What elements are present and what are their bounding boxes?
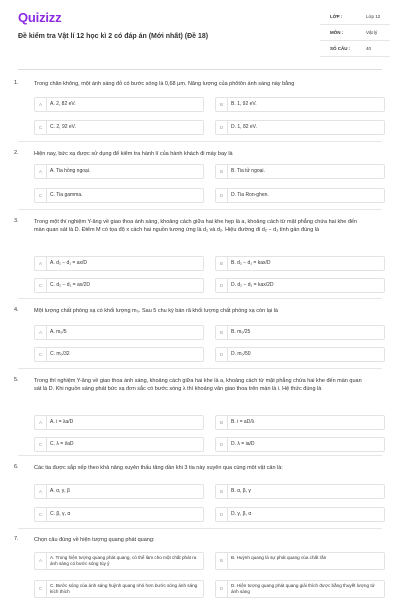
question-text: Chọn câu đúng về hiện tượng quang phát quang:	[34, 537, 155, 543]
option-c[interactable]	[34, 347, 204, 362]
question-divider	[18, 528, 382, 529]
option-b[interactable]	[215, 415, 385, 430]
option-text: A. Tia hồng ngoại.	[50, 168, 91, 174]
option-letter: B	[216, 553, 228, 569]
meta-table	[320, 9, 390, 57]
question-divider	[18, 141, 382, 142]
option-text: A. Trong hiện tượng quang phát quang, có thể làm cho một chất phát ra ánh sáng có bước sóng tùy ý	[50, 555, 197, 566]
question-number: 3.	[14, 218, 19, 224]
option-letter: A	[35, 326, 47, 339]
option-letter: D	[216, 581, 228, 597]
option-letter: D	[216, 121, 228, 134]
option-letter: B	[216, 326, 228, 339]
meta-label: LỚP :	[330, 14, 343, 19]
option-text: C. m₀/32	[50, 351, 70, 357]
option-text: B. i = aD/λ	[231, 419, 255, 425]
option-d[interactable]	[215, 580, 385, 598]
meta-label: SỐ CÂU :	[330, 46, 351, 51]
question-number: 1.	[14, 80, 19, 86]
option-b[interactable]	[215, 256, 385, 271]
option-letter: A	[35, 553, 47, 569]
option-text: B. m₀/25	[231, 329, 251, 335]
option-text: C. Tia gamma.	[50, 192, 83, 198]
option-letter: D	[216, 279, 228, 292]
option-letter: A	[35, 165, 47, 178]
option-a[interactable]	[34, 256, 204, 271]
question-text: Các tia được sắp xếp theo khả năng xuyên thấu tăng dần khi 3 tia này xuyên qua cùng một vật cản là:	[34, 465, 283, 471]
option-letter: D	[216, 438, 228, 451]
option-letter: C	[35, 438, 47, 451]
document-title: Đề kiểm tra Vật lí 12 học kì 2 có đáp án (Mới nhất) (Đề 18)	[18, 33, 209, 40]
option-a[interactable]	[34, 415, 204, 430]
meta-value: Lớp 12	[366, 14, 381, 19]
option-letter: C	[35, 508, 47, 521]
meta-value: Vật lý	[366, 30, 378, 35]
option-letter: D	[216, 348, 228, 361]
option-text: D. λ = ia/D	[231, 441, 255, 447]
option-letter: C	[35, 581, 47, 597]
option-a[interactable]	[34, 552, 204, 570]
question-text: Trong thí nghiệm Y-âng về giao thoa ánh sáng, khoảng cách giữa hai khe là a, khoảng cách từ mặt phẳng chứa hai khe đến màn quan sát là D. Khi nguồn sáng phát bức xạ đơn sắc có bước sóng λ thì khoảng vân giao thoa trên màn là i. Hệ thức đúng là	[34, 378, 362, 392]
option-letter: A	[35, 485, 47, 498]
question-divider	[18, 298, 382, 299]
question-text: Một lượng chất phóng xạ có khối lượng m₀. Sau 5 chu kỳ bán rã khối lượng chất phóng xạ còn lại là	[34, 308, 278, 314]
option-letter: B	[216, 416, 228, 429]
option-c[interactable]	[34, 580, 204, 598]
quizizz-logo[interactable]: Quizizz	[18, 10, 62, 25]
option-d[interactable]	[215, 507, 385, 522]
option-text: C. Bước sóng của ánh sáng huỳnh quang nhỏ hơn bước sóng ánh sáng kích thích	[50, 583, 198, 594]
meta-row-count	[320, 41, 390, 57]
option-b[interactable]	[215, 552, 385, 570]
option-text: A. i = λa/D	[50, 419, 74, 425]
question-text: Trong một thí nghiệm Y-âng về giao thoa ánh sáng, khoảng cách giữa hai khe hẹp là a, khoảng cách từ mặt phẳng chứa hai khe đến màn quan sát là D. Điểm M có tọa độ x cách hai nguồn tương ứng là d₁ và d₂. Hiệu đường đi d₂ − d₁ tính gần đúng là	[34, 219, 358, 233]
question-text: Trong chân không, một ánh sáng đỏ có bước sóng là 0,68 μm. Năng lượng của phôtôn ánh sáng này bằng	[34, 81, 295, 87]
option-b[interactable]	[215, 97, 385, 112]
option-c[interactable]	[34, 437, 204, 452]
option-c[interactable]	[34, 120, 204, 135]
option-text: C. β, γ, α	[50, 511, 71, 517]
option-text: D. γ, β, α	[231, 511, 252, 517]
option-letter: D	[216, 508, 228, 521]
option-letter: B	[216, 485, 228, 498]
option-b[interactable]	[215, 164, 385, 179]
option-d[interactable]	[215, 347, 385, 362]
option-text: A. 2, 82 eV.	[50, 101, 76, 107]
meta-row-class	[320, 9, 390, 25]
option-a[interactable]	[34, 484, 204, 499]
option-d[interactable]	[215, 437, 385, 452]
option-text: D. Hiện tượng quang phát quang giải thích được bằng thuyết lượng tử ánh sáng	[231, 583, 375, 594]
option-letter: A	[35, 98, 47, 111]
option-letter: C	[35, 189, 47, 202]
question-divider	[18, 368, 382, 369]
option-b[interactable]	[215, 325, 385, 340]
option-letter: B	[216, 165, 228, 178]
meta-row-subject	[320, 25, 390, 41]
option-d[interactable]	[215, 278, 385, 293]
option-letter: C	[35, 121, 47, 134]
option-c[interactable]	[34, 188, 204, 203]
question-number: 5.	[14, 377, 19, 383]
question-divider	[18, 455, 382, 456]
option-text: D. 1, 82 eV.	[231, 124, 257, 130]
option-text: C. 2, 92 eV.	[50, 124, 76, 130]
header-divider	[18, 69, 382, 70]
question-number: 4.	[14, 307, 19, 313]
meta-value: 40	[366, 46, 372, 51]
question-divider	[18, 209, 382, 210]
question-number: 6.	[14, 464, 19, 470]
option-a[interactable]	[34, 164, 204, 179]
option-text: B. α, β, γ	[231, 488, 251, 494]
option-text: C. λ = i/aD	[50, 441, 74, 447]
question-number: 7.	[14, 536, 19, 542]
option-text: B. Huỳnh quang là sự phát quang của chất rắn	[231, 555, 327, 560]
option-text: D. m₀/50	[231, 351, 251, 357]
meta-label: MÔN :	[330, 30, 344, 35]
option-letter: C	[35, 348, 47, 361]
option-d[interactable]	[215, 188, 385, 203]
option-d[interactable]	[215, 120, 385, 135]
option-text: A. α, γ, β	[50, 488, 70, 494]
option-letter: D	[216, 189, 228, 202]
option-text: B. d₂ − d₁ = kax/D	[231, 260, 271, 266]
question-number: 2.	[14, 150, 19, 156]
option-text: A. m₀/5	[50, 329, 67, 335]
question-text: Hiện nay, bức xạ được sử dụng để kiểm tra hành lí của hành khách đi máy bay là	[34, 151, 233, 157]
option-text: A. d₂ − d₁ = ax/D	[50, 260, 87, 266]
option-a[interactable]	[34, 325, 204, 340]
option-text: D. Tia Ron-ghen.	[231, 192, 269, 198]
option-letter: A	[35, 257, 47, 270]
option-text: C. d₂ − d₁ = ax/2D	[50, 282, 91, 288]
option-c[interactable]	[34, 507, 204, 522]
option-text: B. 1, 92 eV.	[231, 101, 257, 107]
option-letter: B	[216, 257, 228, 270]
option-letter: A	[35, 416, 47, 429]
header	[0, 0, 400, 70]
option-letter: B	[216, 98, 228, 111]
option-text: D. d₂ − d₁ = kax/2D	[231, 282, 274, 288]
option-c[interactable]	[34, 278, 204, 293]
option-a[interactable]	[34, 97, 204, 112]
option-letter: C	[35, 279, 47, 292]
option-text: B. Tia tử ngoại.	[231, 168, 265, 174]
option-b[interactable]	[215, 484, 385, 499]
